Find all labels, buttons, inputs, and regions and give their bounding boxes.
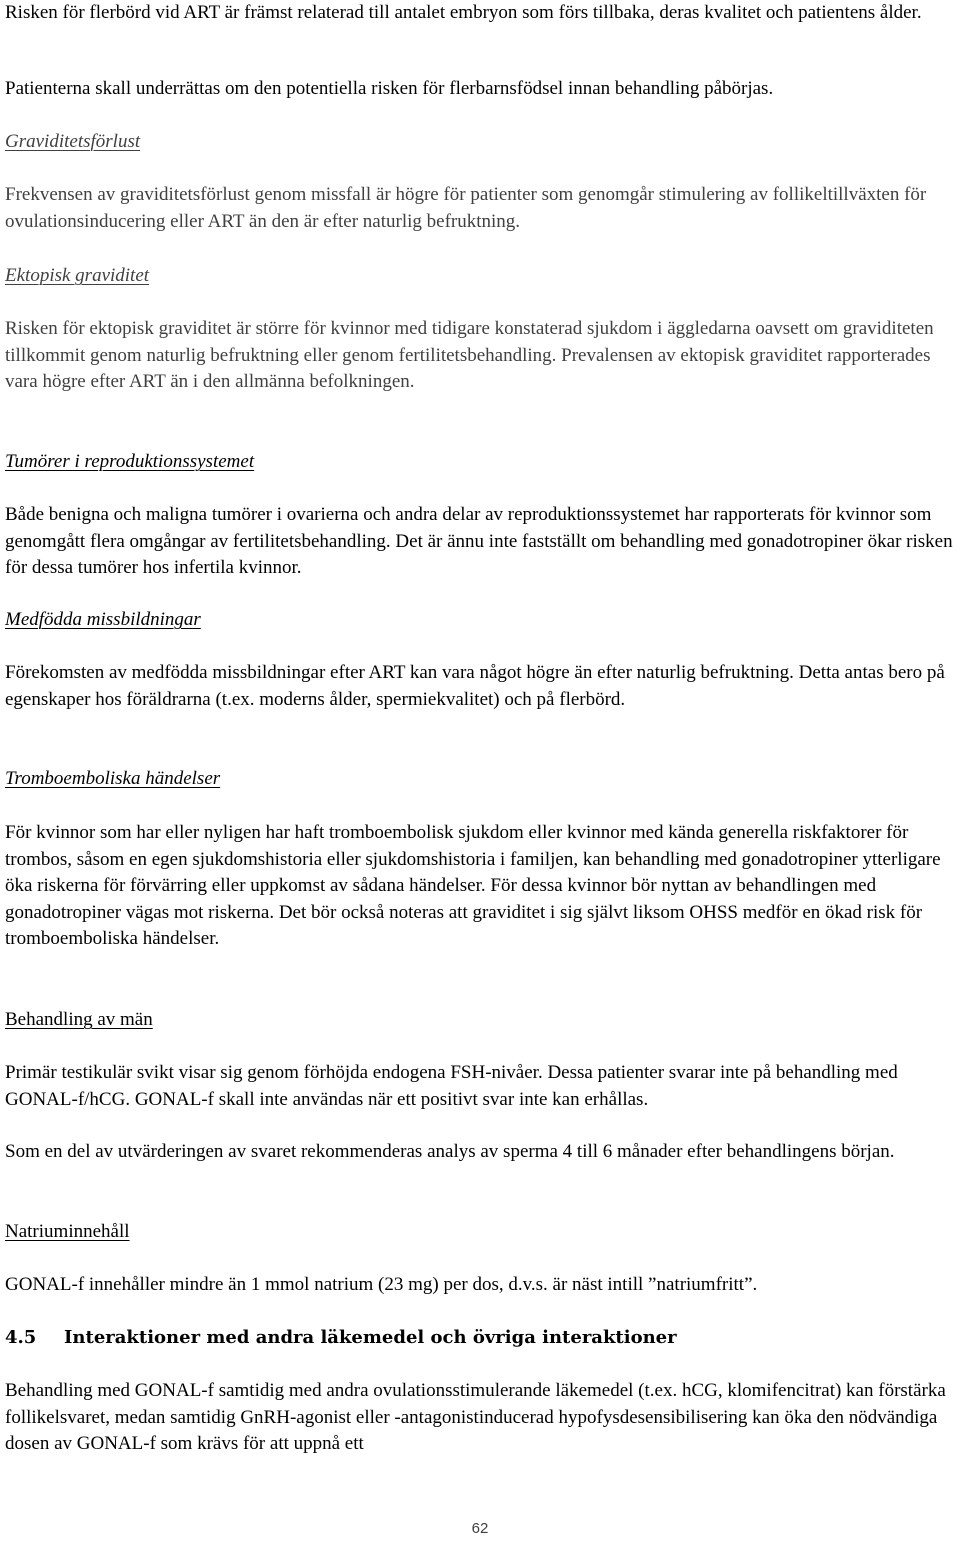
paragraph-ectopic-pregnancy: Risken för ektopisk graviditet är större för kvinnor med tidigare konstaterad sjukdom i äggledarna oavsett om graviditeten tillkommit genom naturlig befruktning eller genom fertilitetsbehandling. Prevalensen av ektopisk graviditet rapporterades vara högre efter ART än i den allmänna befolkningen. [5, 318, 934, 392]
heading-treatment-of-men: Behandling av män [5, 1009, 153, 1030]
paragraph-treatment-of-men-1: Primär testikulär svikt visar sig genom förhöjda endogena FSH-nivåer. Dessa patienter svarar inte på behandling med GONAL-f/hCG. GONAL-f skall inte användas när ett positivt svar inte kan erhållas. [5, 1062, 898, 1110]
heading-reproductive-tumors: Tumörer i reproduktionssystemet [5, 451, 255, 472]
paragraph-interactions: Behandling med GONAL-f samtidig med andra ovulationsstimulerande läkemedel (t.ex. hCG, klomifencitrat) kan förstärka follikelsvaret, medan samtidig GnRH-agonist eller -antagonistinducerad hypofysdesensibilisering kan öka den nödvändiga dosen av GONAL-f som krävs för att uppnå ett [5, 1380, 946, 1454]
page-number: 62 [471, 1520, 489, 1537]
heading-ectopic-pregnancy: Ektopisk graviditet [5, 265, 150, 286]
paragraph-reproductive-tumors: Både benigna och maligna tumörer i ovarierna och andra delar av reproduktionssystemet har rapporterats för kvinnor som genomgått flera omgångar av fertilitetsbehandling. Det är ännu inte fastställt om behandling med gonadotropiner ökar risken för dessa tumörer hos infertila kvinnor. [5, 504, 953, 578]
paragraph-patient-information: Patienterna skall underrättas om den potentiella risken för flerbarnsfödsel innan behandling påbörjas. [5, 78, 774, 99]
section-heading-interactions [5, 1325, 677, 1351]
paragraph-sodium-content: GONAL-f innehåller mindre än 1 mmol natrium (23 mg) per dos, d.v.s. är näst intill ”natriumfritt”. [5, 1274, 758, 1295]
heading-sodium-content: Natriuminnehåll [5, 1221, 130, 1242]
heading-pregnancy-loss: Graviditetsförlust [5, 131, 141, 152]
section-number: 4.5 [5, 1327, 37, 1348]
heading-thromboembolic-events: Tromboemboliska händelser [5, 768, 221, 789]
paragraph-congenital-malformations: Förekomsten av medfödda missbildningar efter ART kan vara något högre än efter naturlig befruktning. Detta antas bero på egenskaper hos föräldrarna (t.ex. moderns ålder, spermiekvalitet) och på flerbörd. [5, 662, 945, 710]
section-title: Interaktioner med andra läkemedel och övriga interaktioner [64, 1327, 677, 1348]
paragraph-pregnancy-loss: Frekvensen av graviditetsförlust genom missfall är högre för patienter som genomgår stimulering av follikeltillväxten för ovulationsinducering eller ART än den är efter naturlig befruktning. [5, 184, 927, 232]
paragraph-multiple-birth-risk: Risken för flerbörd vid ART är främst relaterad till antalet embryon som förs tillbaka, deras kvalitet och patientens ålder. [5, 2, 922, 23]
heading-congenital-malformations: Medfödda missbildningar [5, 609, 201, 630]
paragraph-treatment-of-men-2: Som en del av utvärderingen av svaret rekommenderas analys av sperma 4 till 6 månader efter behandlingens början. [5, 1141, 895, 1162]
paragraph-thromboembolic-events: För kvinnor som har eller nyligen har haft tromboembolisk sjukdom eller kvinnor med kända generella riskfaktorer för trombos, såsom en egen sjukdomshistoria eller sjukdomshistoria i familjen, kan behandling med gonadotropiner ytterligare öka riskerna för förvärring eller uppkomst av sådana händelser. För dessa kvinnor bör nyttan av behandlingen med gonadotropiner vägas mot riskerna. Det bör också noteras att graviditet i sig självt liksom OHSS medför en ökad risk för tromboemboliska händelser. [5, 822, 941, 949]
